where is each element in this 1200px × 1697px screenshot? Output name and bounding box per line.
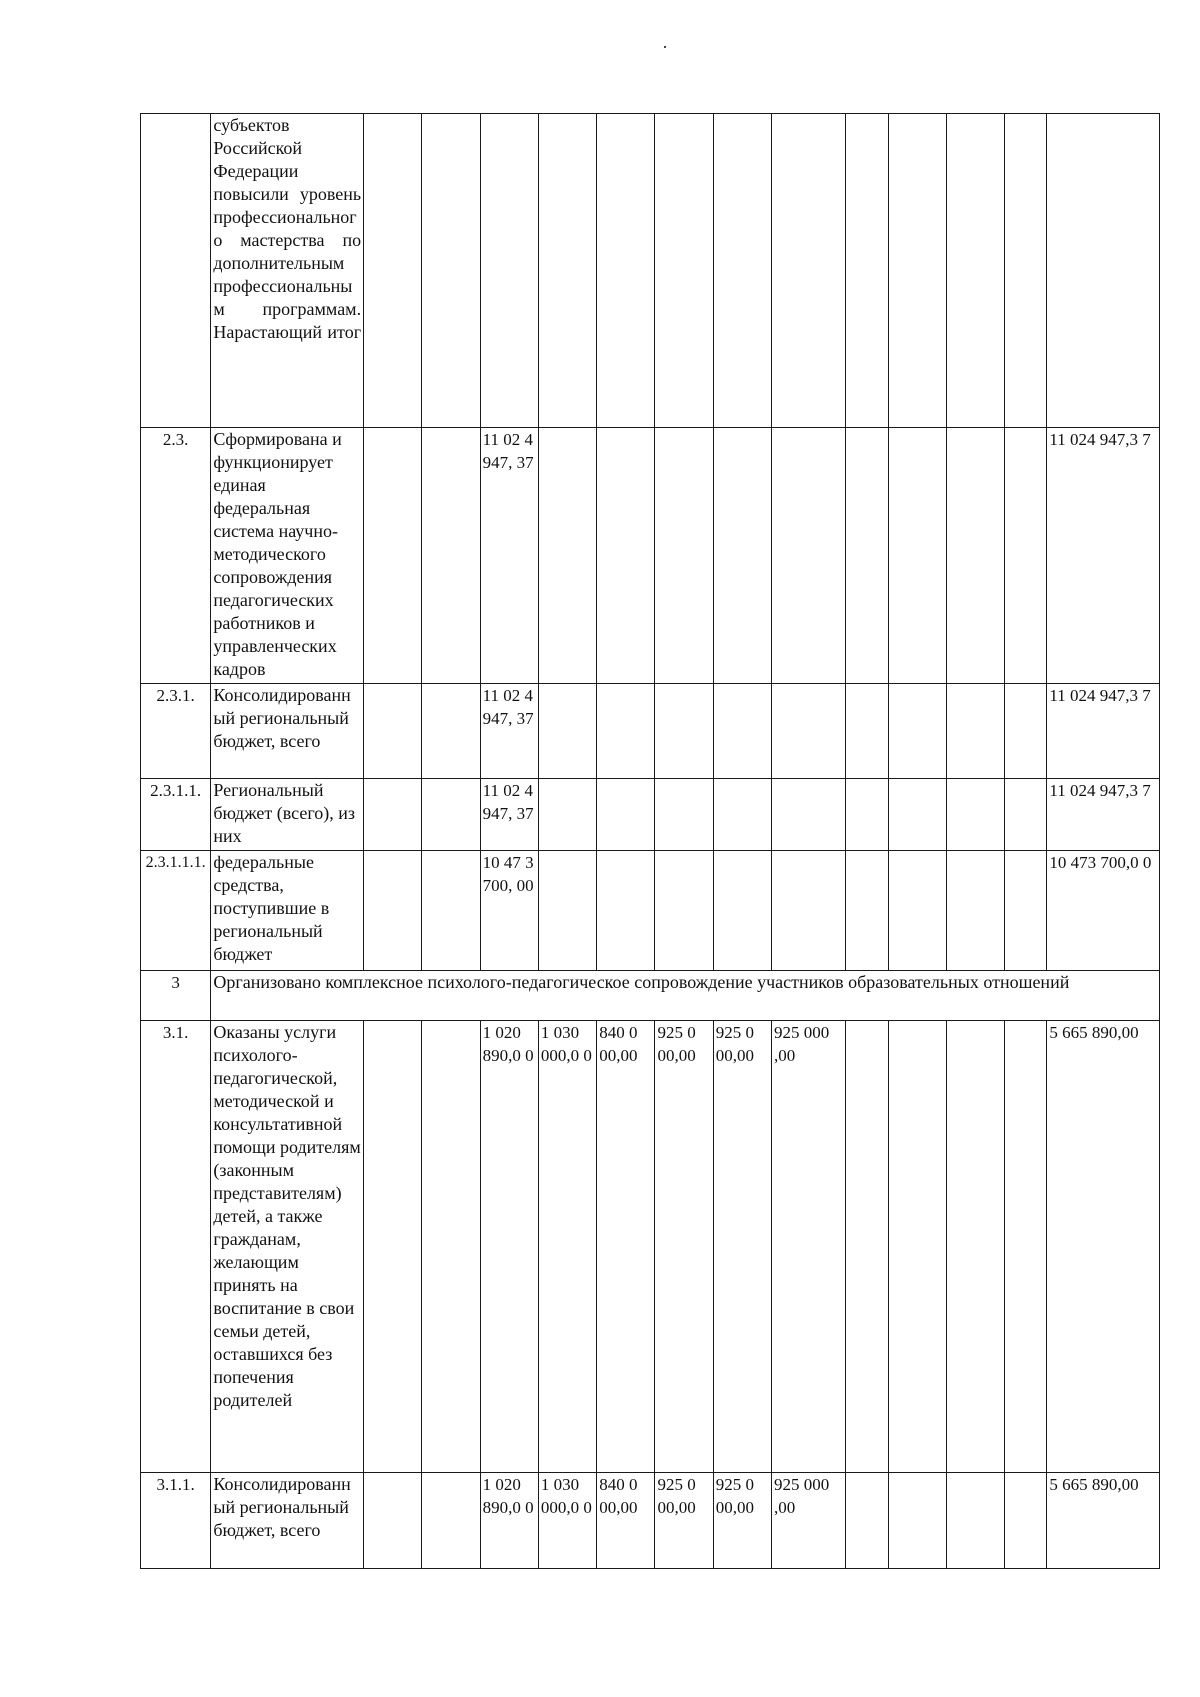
row-number	[141, 114, 211, 428]
row-number: 2.3.1.1.	[141, 779, 211, 851]
row-name: федеральные средства, поступившие в региональный бюджет	[211, 851, 364, 971]
value-cell	[597, 114, 655, 428]
value-cell	[422, 779, 480, 851]
value-cell	[846, 114, 888, 428]
value-cell	[655, 114, 713, 428]
value-cell: 11 02 4 947, 37	[480, 428, 538, 684]
value-cell	[655, 684, 713, 779]
value-cell	[846, 684, 888, 779]
value-cell	[772, 114, 846, 428]
value-cell	[364, 779, 422, 851]
value-cell	[1005, 114, 1047, 428]
value-cell	[1005, 851, 1047, 971]
section-title: Организовано комплексное психолого-педагогическое сопровождение участников образовательных отношений	[211, 971, 1160, 1021]
value-cell	[888, 851, 946, 971]
value-cell: 1 030 000,0 0	[538, 1021, 596, 1473]
row-number: 3.1.1.	[141, 1473, 211, 1569]
value-cell: 11 02 4 947, 37	[480, 684, 538, 779]
value-cell	[846, 779, 888, 851]
row-name: Консолидированный региональный бюджет, всего	[211, 1473, 364, 1569]
value-cell	[538, 114, 596, 428]
value-cell	[422, 1473, 480, 1569]
total-cell: 11 024 947,3 7	[1047, 779, 1160, 851]
row-name: субъектов Российской Федерации повысили уровень профессионального мастерства по дополнительным профессиональным программам. Нарастающий итог	[211, 114, 364, 428]
value-cell	[597, 684, 655, 779]
value-cell	[480, 114, 538, 428]
value-cell: 925 0 00,00	[713, 1473, 771, 1569]
value-cell	[888, 684, 946, 779]
total-cell: 11 024 947,3 7	[1047, 428, 1160, 684]
value-cell	[888, 779, 946, 851]
value-cell	[422, 851, 480, 971]
value-cell	[846, 1473, 888, 1569]
value-cell	[1005, 1473, 1047, 1569]
value-cell	[713, 851, 771, 971]
value-cell: 1 030 000,0 0	[538, 1473, 596, 1569]
total-cell: 5 665 890,00	[1047, 1021, 1160, 1473]
value-cell	[713, 684, 771, 779]
value-cell	[772, 779, 846, 851]
value-cell	[364, 428, 422, 684]
value-cell	[364, 1473, 422, 1569]
value-cell	[946, 1021, 1004, 1473]
value-cell	[846, 428, 888, 684]
value-cell	[655, 851, 713, 971]
value-cell	[538, 851, 596, 971]
value-cell	[772, 684, 846, 779]
value-cell: 925 000 ,00	[772, 1473, 846, 1569]
value-cell: 1 020 890,0 0	[480, 1021, 538, 1473]
value-cell	[946, 114, 1004, 428]
value-cell: 925 000 ,00	[772, 1021, 846, 1473]
value-cell	[888, 1473, 946, 1569]
table-row	[141, 851, 1160, 971]
value-cell	[946, 684, 1004, 779]
total-cell: 5 665 890,00	[1047, 1473, 1160, 1569]
total-cell: 10 473 700,0 0	[1047, 851, 1160, 971]
value-cell	[846, 851, 888, 971]
total-cell	[1047, 114, 1160, 428]
row-number: 3.1.	[141, 1021, 211, 1473]
value-cell	[946, 428, 1004, 684]
value-cell	[946, 779, 1004, 851]
value-cell	[597, 851, 655, 971]
value-cell	[422, 684, 480, 779]
value-cell	[1005, 684, 1047, 779]
row-name: Консолидированный региональный бюджет, всего	[211, 684, 364, 779]
value-cell	[888, 114, 946, 428]
table-row	[141, 428, 1160, 684]
value-cell: 1 020 890,0 0	[480, 1473, 538, 1569]
row-number: 2.3.1.	[141, 684, 211, 779]
value-cell	[597, 779, 655, 851]
value-cell	[1005, 779, 1047, 851]
value-cell	[538, 779, 596, 851]
value-cell	[655, 779, 713, 851]
budget-table	[140, 113, 1160, 1569]
total-cell: 11 024 947,3 7	[1047, 684, 1160, 779]
section-number: 3	[141, 971, 211, 1021]
value-cell	[364, 114, 422, 428]
row-name: Оказаны услуги психолого-педагогической, методической и консультативной помощи родителям (законным представителям) детей, а также гражданам, желающим принять на воспитание в свои семьи детей, оставшихся без попечения родителей	[211, 1021, 364, 1473]
section-row	[141, 971, 1160, 1021]
value-cell	[538, 428, 596, 684]
value-cell: 11 02 4 947, 37	[480, 779, 538, 851]
row-number: 2.3.1.1.1.	[141, 851, 211, 971]
row-name: Региональный бюджет (всего), из них	[211, 779, 364, 851]
scan-speck	[664, 46, 666, 48]
value-cell	[364, 851, 422, 971]
value-cell	[946, 1473, 1004, 1569]
value-cell	[888, 428, 946, 684]
value-cell	[713, 428, 771, 684]
value-cell	[364, 1021, 422, 1473]
value-cell	[846, 1021, 888, 1473]
table-row	[141, 779, 1160, 851]
value-cell	[713, 779, 771, 851]
value-cell	[1005, 428, 1047, 684]
value-cell	[772, 851, 846, 971]
table-row	[141, 684, 1160, 779]
value-cell	[772, 428, 846, 684]
value-cell	[1005, 1021, 1047, 1473]
value-cell: 925 0 00,00	[655, 1021, 713, 1473]
row-name: Сформирована и функционирует единая федеральная система научно-методического сопровождения педагогических работников и управленческих кадров	[211, 428, 364, 684]
table-row	[141, 114, 1160, 428]
row-number: 2.3.	[141, 428, 211, 684]
table-row	[141, 1473, 1160, 1569]
value-cell: 840 0 00,00	[597, 1473, 655, 1569]
value-cell	[597, 428, 655, 684]
value-cell	[946, 851, 1004, 971]
value-cell	[422, 114, 480, 428]
value-cell: 840 0 00,00	[597, 1021, 655, 1473]
value-cell: 925 0 00,00	[655, 1473, 713, 1569]
value-cell	[888, 1021, 946, 1473]
value-cell	[713, 114, 771, 428]
table-row	[141, 1021, 1160, 1473]
value-cell	[422, 1021, 480, 1473]
value-cell	[538, 684, 596, 779]
value-cell: 925 0 00,00	[713, 1021, 771, 1473]
value-cell: 10 47 3 700, 00	[480, 851, 538, 971]
value-cell	[655, 428, 713, 684]
value-cell	[364, 684, 422, 779]
value-cell	[422, 428, 480, 684]
